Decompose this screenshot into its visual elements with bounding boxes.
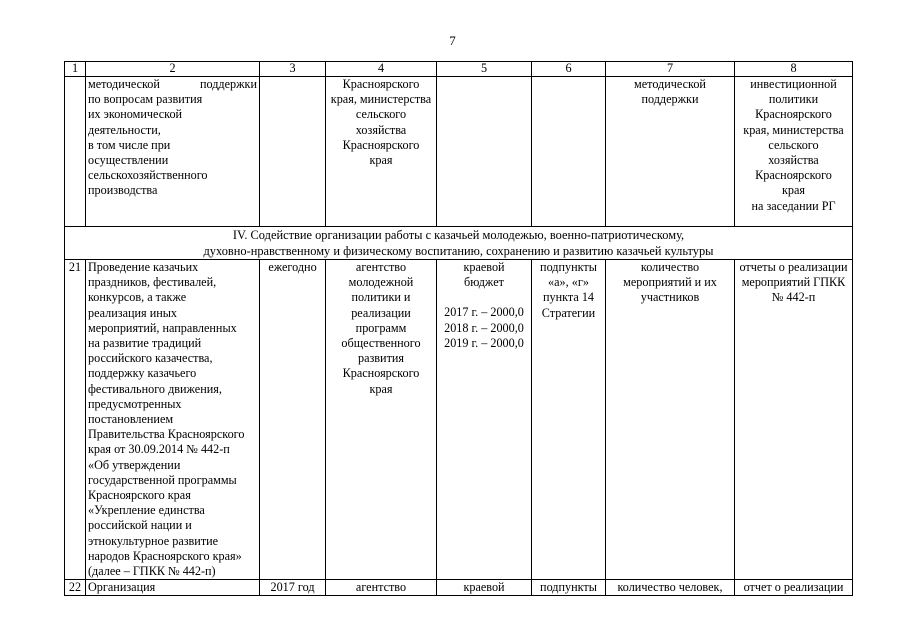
cell-source: краевой: [437, 580, 532, 596]
header-cell: 7: [606, 62, 735, 77]
header-cell: 4: [326, 62, 437, 77]
cell-term: [260, 77, 326, 227]
cell-measure: Организация: [86, 580, 260, 596]
cell-term: 2017 год: [260, 580, 326, 596]
cell-num: 22: [65, 580, 86, 596]
cell-executor: Красноярского края, министерства сельского хозяйства Красноярского края: [326, 77, 437, 227]
cell-term: ежегодно: [260, 260, 326, 580]
source-years: 2017 г. – 2000,0 2018 г. – 2000,0 2019 г. – 2000,0: [444, 305, 524, 350]
measure-first-line: [88, 77, 257, 92]
cell-num: 21: [65, 260, 86, 580]
cell-source: [437, 77, 532, 227]
text: методической: [88, 77, 160, 91]
measures-table: [64, 61, 853, 596]
cell-report: отчет о реализации: [735, 580, 853, 596]
section-row: [65, 227, 853, 260]
table-row: [65, 260, 853, 580]
cell-executor: агентство молодежной политики и реализации программ общественного развития Красноярского края: [326, 260, 437, 580]
cell-strategy: подпункты «а», «г» пункта 14 Стратегии: [532, 260, 606, 580]
section-title: IV. Содействие организации работы с казачьей молодежью, военно-патриотическому, духовно-нравственному и физическому воспитанию, сохранению и развитию казачьей культуры: [65, 227, 853, 260]
cell-measure: [86, 77, 260, 227]
header-row: [65, 62, 853, 77]
header-cell: 5: [437, 62, 532, 77]
continuation-row: [65, 77, 853, 227]
header-cell: 6: [532, 62, 606, 77]
header-cell: 8: [735, 62, 853, 77]
header-cell: 2: [86, 62, 260, 77]
header-cell: 1: [65, 62, 86, 77]
table-row: [65, 580, 853, 596]
cell-num: [65, 77, 86, 227]
cell-report: отчеты о реализации мероприятий ГПКК № 442-п: [735, 260, 853, 580]
cell-indicator: количество мероприятий и их участников: [606, 260, 735, 580]
cell-strategy: [532, 77, 606, 227]
measure-text: по вопросам развития их экономической деятельности, в том числе при осуществлении сельскохозяйственного производства: [88, 92, 208, 198]
cell-indicator: методической поддержки: [606, 77, 735, 227]
source-budget: краевой бюджет: [463, 260, 505, 290]
page-number: 7: [449, 33, 456, 48]
cell-indicator: количество человек,: [606, 580, 735, 596]
cell-executor: агентство: [326, 580, 437, 596]
cell-strategy: подпункты: [532, 580, 606, 596]
cell-report: инвестиционной политики Красноярского края, министерства сельского хозяйства Красноярского края на заседании РГ: [735, 77, 853, 227]
header-cell: 3: [260, 62, 326, 77]
cell-measure: Проведение казачьих праздников, фестивалей, конкурсов, а также реализация иных мероприятий, направленных на развитие традиций российского казачества, поддержку казачьего фестивального движения, предусмотренных постановлением Правительства Красноярского края от 30.09.2014 № 442-п «Об утверждении государственной программы Красноярского края «Укрепление единства российской нации и этнокультурное развитие народов Красноярского края» (далее – ГПКК № 442-п): [86, 260, 260, 580]
text: поддержки: [199, 77, 257, 91]
cell-source: [437, 260, 532, 580]
